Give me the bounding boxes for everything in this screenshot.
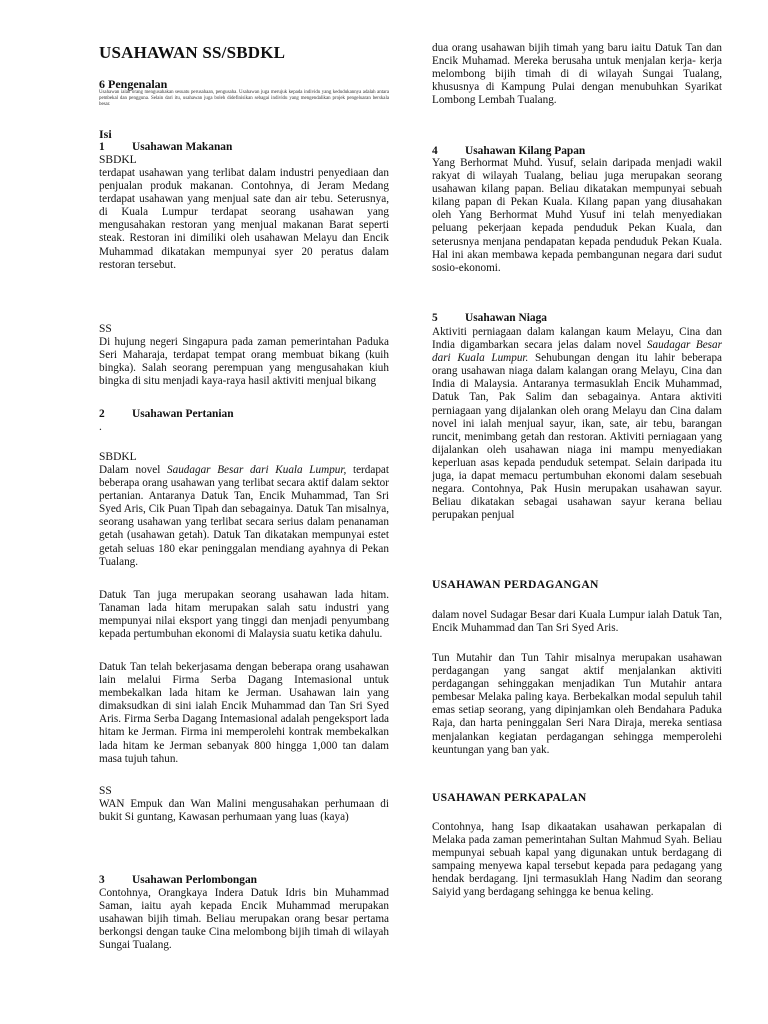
section-heading-pertanian: [99, 408, 389, 421]
text-post: Sehubungan dengan itu lahir beberapa orang usahawan niaga dalam kalangan orang Melayu, Cina dan India di Malaysia. Antaranya termasuklah Encik Muhammad, Datuk Tan, Pak Salim dan sebagainya. Antara aktiviti perniagaan yang dijalankan oleh orang Melayu dan Cina dalam novel ini ialah menjual sayur, ikan, sate, air tebu, barangan runcit, menimbang getah dan restoran. Aktiviti perniagaan yang dijalankan oleh usahawan niaga ini mampu menyediakan keperluan asas kepada penduduk setempat. Selain daripada itu juga, ia dapat memacu pertumbuhan ekonomi dalam sesebuah negara. Contohnya, Pak Husin merupakan usahawan sayur. Beliau dikatakan sebagai usahawan sayur kerana beliau perupakan penjual: [432, 352, 722, 522]
section-number: 5: [432, 312, 438, 324]
section-heading-makanan: [99, 141, 389, 154]
section-number: 3: [99, 874, 105, 886]
section-number: 1: [99, 141, 105, 153]
intro-heading: 6 Pengenalan: [99, 77, 168, 91]
source-label-sbdkl: SBDKL: [99, 154, 137, 166]
page-title: USAHAWAN SS/SBDKL: [99, 43, 286, 62]
section-title: Usahawan Niaga: [465, 312, 547, 324]
novel-title: Saudagar Besar dari Kuala Lumpur.: [432, 339, 722, 365]
section-number: 4: [432, 145, 438, 157]
paragraph-makanan: terdapat usahawan yang terlibat dalam industri penyediaan dan penjualan produk makanan. Contohnya, di Jeram Medang terdapat usahawan yang menjual sate dan air tebu. Seterusnya, di Kuala Lumpur terdapat seorang usahawan yang mengusahakan restoran yang menjual makanan Barat seperti steak. Restoran ini dimiliki oleh usahawan Melayu dan Encik Muhammad dikatakan mempunyai syer 20 peratus dalam restoran tersebut.: [99, 167, 389, 271]
source-label-ss: SS: [99, 323, 112, 335]
source-label-ss: SS: [99, 785, 112, 797]
paragraph-perdagangan-2: Tun Mutahir dan Tun Tahir misalnya merupakan usahawan perdagangan yang sangat aktif menjalankan aktiviti perdagangan sehinggakan menjadikan Tun Mutahir antara pembesar Melaka paling kaya. Berbekalkan modal sepuluh tahil emas setiap seorang, yang dipinjamkan oleh Bendahara Paduka Raja, dan harta peninggalan Seri Nara Diraja, mereka sentiasa menjalankan kegiatan perdagangan sehingga memperolehi keuntungan yang ban yak.: [432, 652, 722, 756]
paragraph-bikang: Di hujung negeri Singapura pada zaman pemerintahan Paduka Seri Maharaja, terdapat tempat orang membuat bikang (kuih bingka). Salah seorang perempuan yang mengusahakan kiuh bingka di situ menjadi kaya-raya hasil aktiviti menjual bikang: [99, 336, 389, 388]
novel-title: Saudagar Besar dari Kuala Lumpur,: [167, 464, 347, 476]
paragraph-pertanian: [99, 464, 389, 569]
text-pre: Dalam novel: [99, 464, 168, 476]
text-post: terdapat beberapa orang usahawan yang terlibat secara aktif dalam sektor pertanian. Antaranya Datuk Tan, Encik Muhammad, Tan Sri Syed Aris, Cik Puan Tipah dan sebagainya. Datuk Tan misalnya, seorang usahawan yang terlibat secara serius dalam penanaman getah (usahawan getah). Datuk Tan dikatakan mempunyai estet getah seluas 180 ekar peninggalan mendiang ayahnya di Pekan Tualang.: [99, 464, 389, 568]
section-title: Usahawan Makanan: [132, 141, 233, 153]
section-title: Usahawan Perlombongan: [132, 874, 257, 886]
section-heading-perlombongan: [99, 874, 389, 887]
section-number: 2: [99, 408, 105, 420]
source-label-sbdkl: SBDKL: [99, 451, 137, 463]
paragraph-perhumaan: WAN Empuk dan Wan Malini mengusahakan perhumaan di bukit Si guntang, Kawasan perhumaan yang luas (kaya): [99, 798, 389, 824]
intro-text: Usahawan ialah orang mengusahakan sesuatu perusahaan, pengusaha. Usahawan juga merujuk kepada individu yang kedudukannya adalah antara pembekal dan pengguna. Selain dari itu, usahawan juga boleh didefinisikan sebagai individu yang mengendalikan projek pengeluaran berskala besar.: [99, 90, 389, 107]
section-heading-niaga: [432, 312, 722, 325]
heading-perdagangan: USAHAWAN PERDAGANGAN: [432, 578, 599, 591]
text-pre: Aktiviti perniagaan dalam kalangan kaum Melayu, Cina dan India digambarkan secara jelas dalam novel: [432, 326, 722, 352]
paragraph-niaga: [432, 326, 722, 522]
paragraph-lombong-continued: dua orang usahawan bijih timah yang baru iaitu Datuk Tan dan Encik Muhamad. Mereka berusaha untuk menjalan kerja- kerja melombong bijih timah di di wilayah Sungai Tualang, khususnya di Kampung Pulai dengan menubuhkan Syarikat Lombong Lembah Tualang.: [432, 42, 722, 107]
section-title: Usahawan Kilang Papan: [465, 145, 586, 157]
paragraph-kilang-papan: Yang Berhormat Muhd. Yusuf, selain daripada menjadi wakil rakyat di wilayah Tualang, beliau juga merupakan seorang usahawan kilang papan. Beliau dikatakan mempunyai sebuah kilang papan di Pekan Kuala. Kilang papan yang diusahakan oleh Yang Berhormat Muhd Yusuf ini telah menyediakan peluang pekerjaan kepada penduduk Pekan Kuala, dan seterusnya menjana pendapatan kepada penduduk Pekan Kuala. Hal ini akan membawa kepada pembangunan negara dari sudut sosio-ekonomi.: [432, 157, 722, 274]
isi-heading: Isi: [99, 127, 112, 141]
stray-dot: .: [99, 421, 102, 433]
paragraph-lada-hitam: Datuk Tan juga merupakan seorang usahawan lada hitam. Tanaman lada hitam merupakan salah satu industri yang mempunyai nilai eksport yang tinggi dan menjadi penyumbang kepada pertumbuhan ekonomi di Malaysia suatu ketika dahulu.: [99, 589, 389, 641]
section-title: Usahawan Pertanian: [132, 408, 234, 420]
paragraph-perdagangan-1: dalam novel Sudagar Besar dari Kuala Lumpur ialah Datuk Tan, Encik Muhammad dan Tan Sri Syed Aris.: [432, 609, 722, 635]
paragraph-perlombongan: Contohnya, Orangkaya Indera Datuk Idris bin Muhammad Saman, iaitu ayah kepada Encik Muhammad merupakan usahawan bijih timah. Beliau merupakan orang besar pertama berkongsi dengan tauke Cina melombong bijih timah di wilayah Sungai Tualang.: [99, 887, 389, 952]
paragraph-perkapalan: Contohnya, hang Isap dikaatakan usahawan perkapalan di Melaka pada zaman pemerintahan Sultan Mahmud Syah. Beliau mempunyai sebuah kapal yang digunakan untuk berdagang di sampaing menyewa kapal tersebut kepada para pedagang yang hendak berdagang. Ijni termasuklah Hang Nadim dan seorang Saiyid yang berdagang sehingga ke benua keling.: [432, 821, 722, 899]
heading-perkapalan: USAHAWAN PERKAPALAN: [432, 791, 587, 804]
paragraph-firma: Datuk Tan telah bekerjasama dengan beberapa orang usahawan lain melalui Firma Serba Dagang Intemasional untuk membekalkan lada hitam ke Jerman. Usahawan lain yang dimaksudkan di sini ialah Encik Muhammad dan Tan Sri Syed Aris. Firma Serba Dagang Intemasional adalah pengeksport lada hitam ke Jerman. Firma ini memperolehi kontrak membekalkan lada hitam ke Jerman sebanyak 800 hingga 1,000 tan dalam masa tujuh tahun.: [99, 661, 389, 765]
